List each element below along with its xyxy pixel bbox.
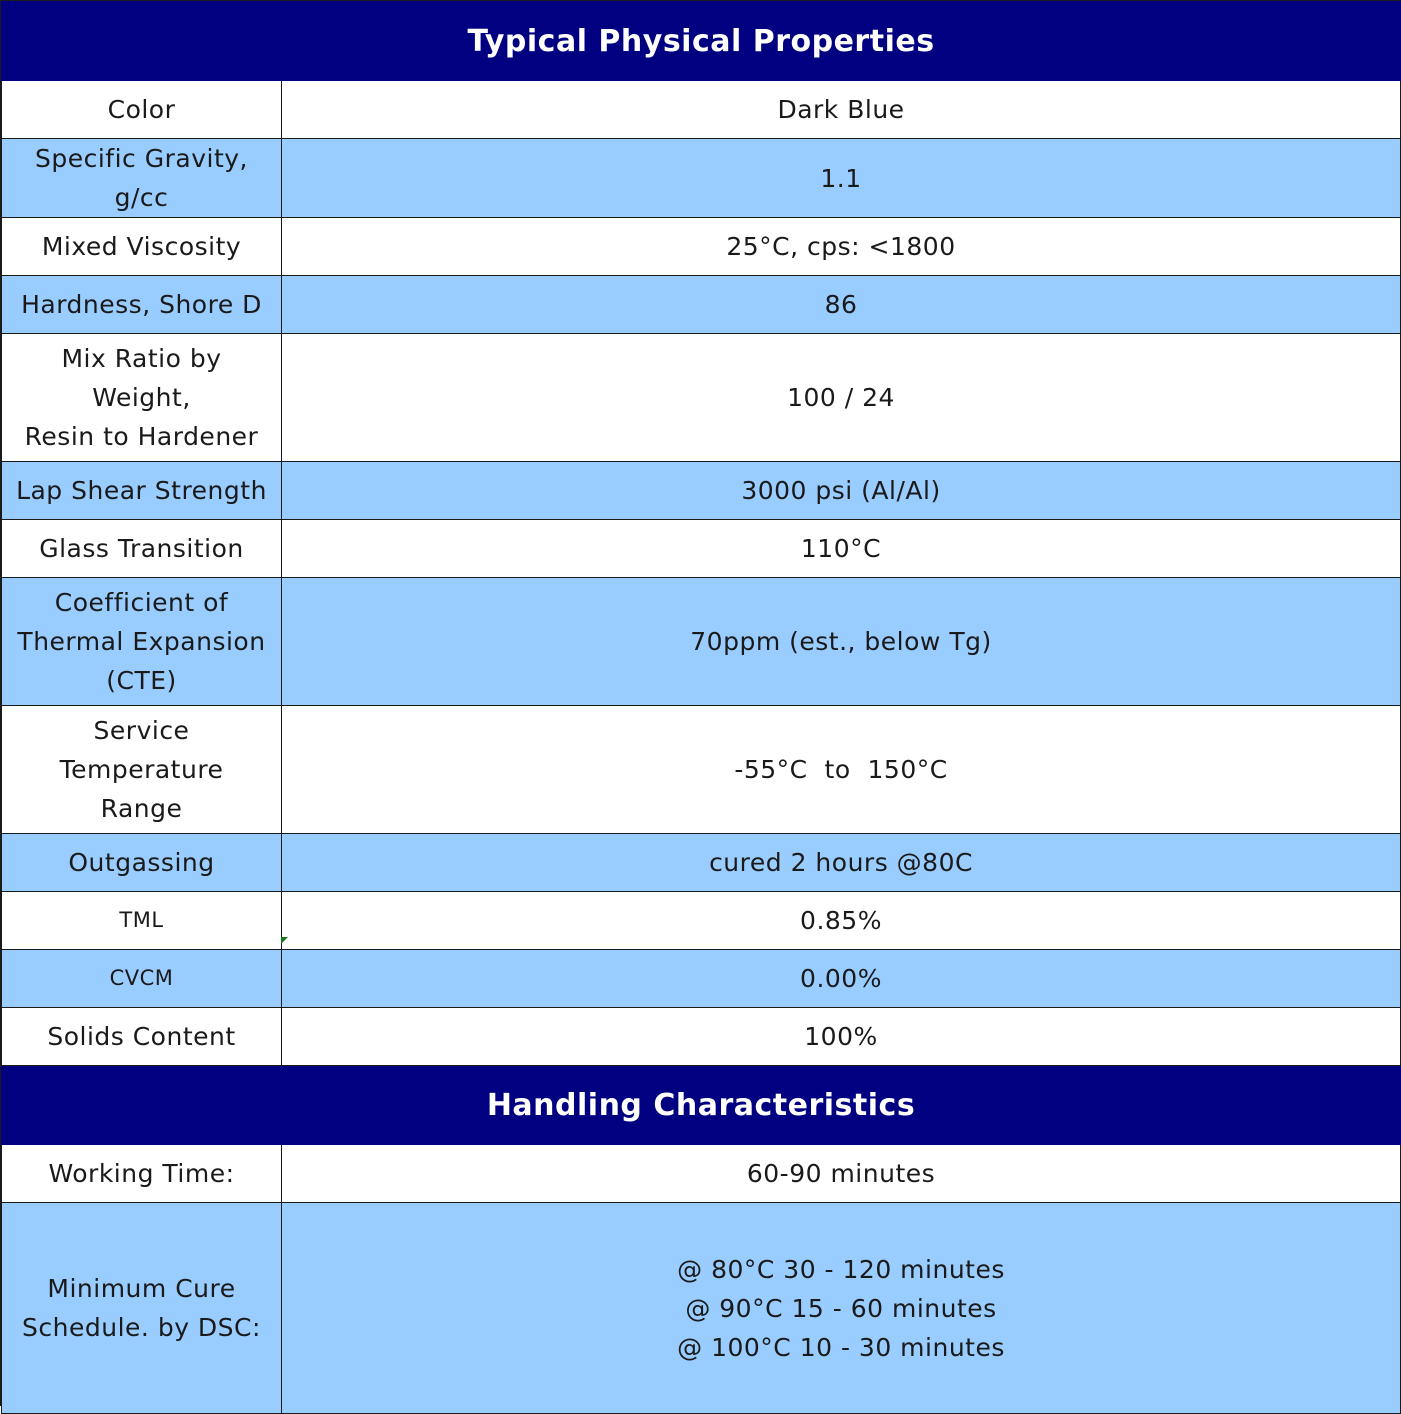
property-value: 3000 psi (Al/Al)	[282, 462, 1401, 520]
property-value: 0.00%	[282, 950, 1401, 1008]
property-value: Dark Blue	[282, 81, 1401, 139]
table-row	[2, 139, 1401, 218]
table-row	[2, 1145, 1401, 1203]
cell-comment-marker	[281, 937, 288, 944]
table-row	[2, 892, 1401, 950]
property-label-line: Thermal Expansion	[17, 627, 266, 656]
property-label-line: Service Temperature	[59, 716, 224, 784]
cure-schedule-line: @ 100°C 10 - 30 minutes	[677, 1332, 1005, 1362]
property-label: Solids Content	[2, 1008, 282, 1066]
property-label: Mixed Viscosity	[2, 218, 282, 276]
property-value: -55°C to 150°C	[282, 706, 1401, 834]
table-row	[2, 1203, 1401, 1414]
property-value: 0.85%	[282, 892, 1401, 950]
property-label: Lap Shear Strength	[2, 462, 282, 520]
property-value: 25°C, cps: <1800	[282, 218, 1401, 276]
handling-characteristics-header	[2, 1066, 1401, 1145]
property-label-line: Coefficient of	[54, 588, 229, 617]
property-label: Glass Transition	[2, 520, 282, 578]
property-label-line: Range	[100, 794, 183, 823]
table-row	[2, 520, 1401, 578]
handling-characteristics-title: Handling Characteristics	[2, 1066, 1401, 1145]
property-label-line: Resin to Hardener	[24, 422, 259, 451]
property-label	[2, 706, 282, 834]
table-row	[2, 1008, 1401, 1066]
property-label	[2, 1203, 282, 1414]
property-label: CVCM	[2, 950, 282, 1008]
property-value: 100%	[282, 1008, 1401, 1066]
property-label-line: Minimum Cure	[47, 1274, 236, 1303]
property-label: Color	[2, 81, 282, 139]
property-label: Specific Gravity, g/cc	[2, 139, 282, 218]
property-label	[2, 578, 282, 706]
property-label-line: (CTE)	[106, 666, 177, 695]
property-label: Working Time:	[2, 1145, 282, 1203]
table-row	[2, 334, 1401, 462]
cure-schedule-line: @ 80°C 30 - 120 minutes	[677, 1254, 1005, 1284]
property-value	[282, 1203, 1401, 1414]
table-row	[2, 834, 1401, 892]
physical-properties-title: Typical Physical Properties	[2, 2, 1401, 81]
table-row	[2, 81, 1401, 139]
property-label-line: Mix Ratio by Weight,	[61, 344, 222, 412]
property-value: 100 / 24	[282, 334, 1401, 462]
property-value: 1.1	[282, 139, 1401, 218]
property-value: cured 2 hours @80C	[282, 834, 1401, 892]
physical-properties-header	[2, 2, 1401, 81]
property-value: 60-90 minutes	[282, 1145, 1401, 1203]
table-row	[2, 706, 1401, 834]
property-label: Hardness, Shore D	[2, 276, 282, 334]
table-row	[2, 218, 1401, 276]
table-row	[2, 462, 1401, 520]
table-row	[2, 276, 1401, 334]
table-row	[2, 950, 1401, 1008]
property-value: 70ppm (est., below Tg)	[282, 578, 1401, 706]
property-value: 86	[282, 276, 1401, 334]
cure-schedule-line: @ 90°C 15 - 60 minutes	[685, 1293, 997, 1323]
property-label-line: Schedule. by DSC:	[22, 1313, 261, 1342]
properties-table	[1, 1, 1401, 1414]
property-label: Outgassing	[2, 834, 282, 892]
property-label: TML	[2, 892, 282, 950]
table-row	[2, 578, 1401, 706]
property-value: 110°C	[282, 520, 1401, 578]
property-label	[2, 334, 282, 462]
